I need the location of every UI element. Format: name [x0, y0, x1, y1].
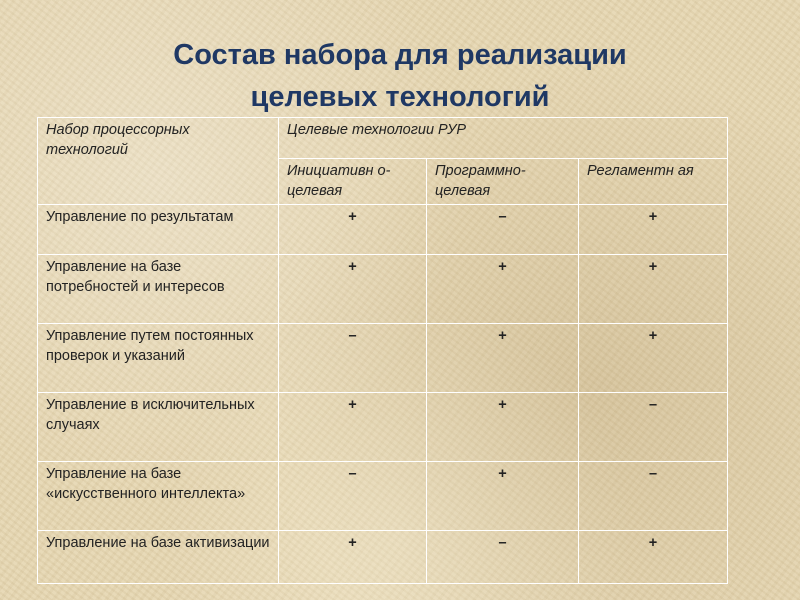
header-target-technologies: Целевые технологии РУР	[279, 118, 728, 159]
mark-cell: +	[579, 205, 728, 255]
mark-cell: +	[279, 393, 427, 462]
row-label: Управление на базе потребностей и интересов	[38, 255, 279, 324]
mark-cell: –	[579, 462, 728, 531]
mark-cell: +	[279, 531, 427, 584]
mark-cell: –	[427, 205, 579, 255]
table-row	[38, 324, 728, 393]
mark-cell: –	[579, 393, 728, 462]
table-row	[38, 462, 728, 531]
mark-cell: +	[579, 255, 728, 324]
table-row	[38, 531, 728, 584]
technologies-table	[37, 117, 728, 584]
row-label: Управление путем постоянных проверок и указаний	[38, 324, 279, 393]
row-label: Управление в исключительных случаях	[38, 393, 279, 462]
mark-cell: –	[279, 324, 427, 393]
subheader-regulatory: Регламентн ая	[579, 159, 728, 205]
table-row	[38, 205, 728, 255]
mark-cell: +	[427, 324, 579, 393]
mark-cell: +	[279, 255, 427, 324]
table-header-row	[38, 118, 728, 159]
table-row	[38, 255, 728, 324]
mark-cell: –	[427, 531, 579, 584]
row-label: Управление по результатам	[38, 205, 279, 255]
header-processor-technologies: Набор процессорных технологий	[38, 118, 279, 205]
mark-cell: +	[279, 205, 427, 255]
mark-cell: +	[427, 462, 579, 531]
mark-cell: –	[279, 462, 427, 531]
subheader-program-target: Программно- целевая	[427, 159, 579, 205]
slide-title-line-2: целевых технологий	[250, 81, 550, 113]
subheader-initiative-target: Инициативн о-целевая	[279, 159, 427, 205]
slide-title	[0, 34, 800, 118]
row-label: Управление на базе активизации	[38, 531, 279, 584]
slide-title-line-1: Состав набора для реализации	[173, 39, 627, 71]
row-label: Управление на базе «искусственного интеллекта»	[38, 462, 279, 531]
table-row	[38, 393, 728, 462]
mark-cell: +	[427, 255, 579, 324]
mark-cell: +	[579, 531, 728, 584]
mark-cell: +	[427, 393, 579, 462]
mark-cell: +	[579, 324, 728, 393]
